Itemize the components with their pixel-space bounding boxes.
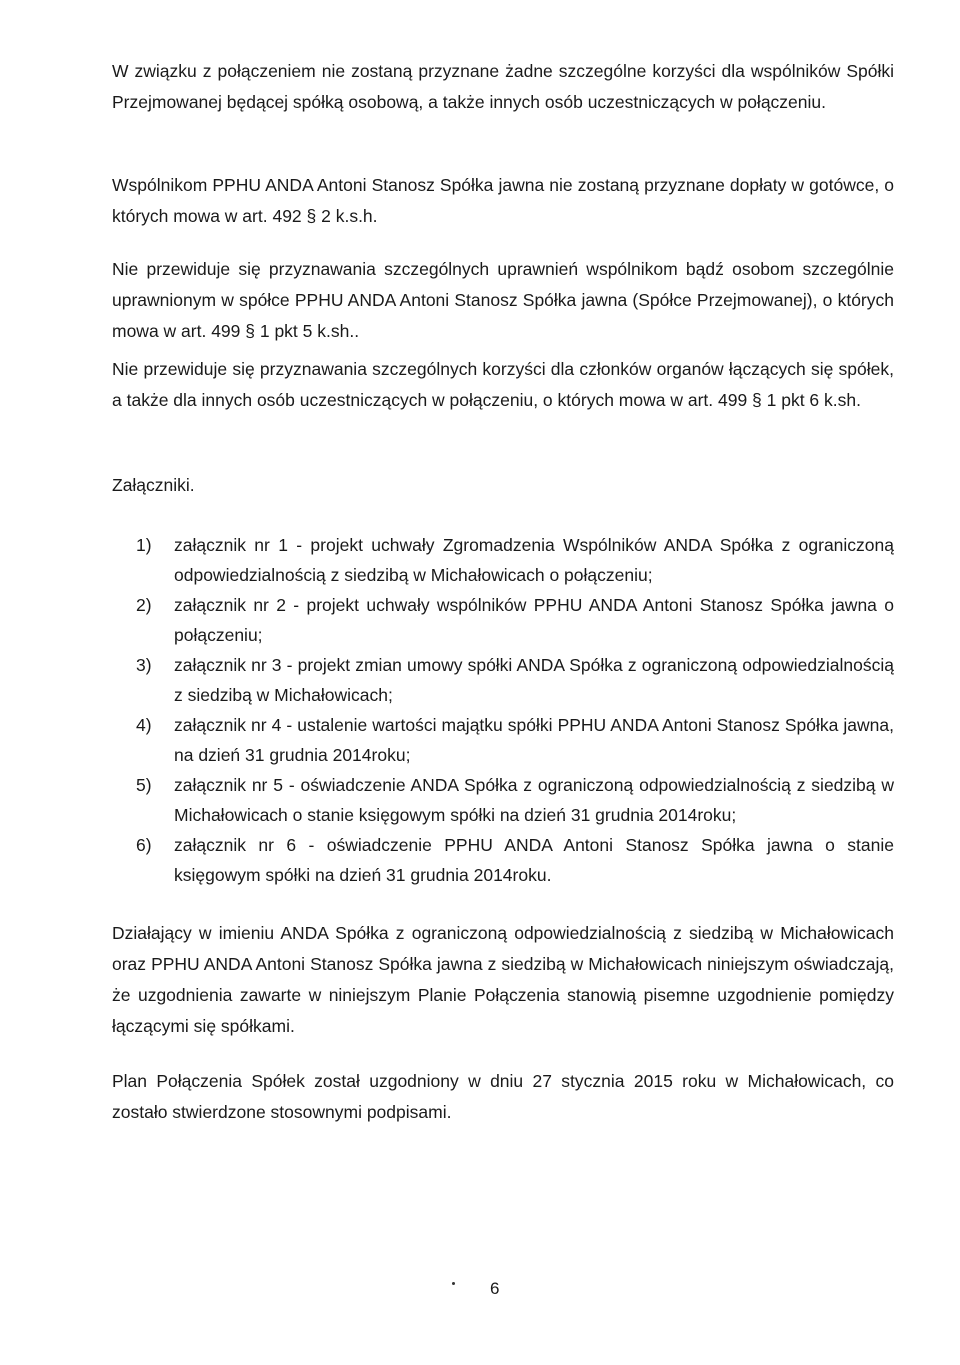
list-item-number: 1) — [136, 535, 152, 555]
list-item-number: 5) — [136, 775, 152, 795]
list-item-number: 2) — [136, 595, 152, 615]
list-item-text: załącznik nr 4 - ustalenie wartości majątku spółki PPHU ANDA Antoni Stanosz Spółka jawna, na dzień 31 grudnia 2014roku; — [174, 715, 894, 765]
list-item-text: załącznik nr 2 - projekt uchwały wspólników PPHU ANDA Antoni Stanosz Spółka jawna o połączeniu; — [174, 595, 894, 645]
list-item — [112, 650, 894, 710]
list-item — [112, 710, 894, 770]
paragraph-no-special-rights: Nie przewiduje się przyznawania szczególnych uprawnień wspólnikom bądź osobom szczególnie uprawnionym w spółce PPHU ANDA Antoni Stanosz Spółka jawna (Spółce Przejmowanej), o których mowa w art. 499 § 1 pkt 5 k.sh.. — [112, 259, 894, 341]
attachments-heading: Załączniki. — [112, 475, 195, 495]
list-item-text: załącznik nr 6 - oświadczenie PPHU ANDA Antoni Stanosz Spółka jawna o stanie księgowym spółki na dzień 31 grudnia 2014roku. — [174, 835, 894, 885]
list-item — [112, 590, 894, 650]
list-item — [112, 770, 894, 830]
paragraph-declaration: Działający w imieniu ANDA Spółka z ograniczoną odpowiedzialnością z siedzibą w Michałowicach oraz PPHU ANDA Antoni Stanosz Spółka jawna z siedzibą w Michałowicach niniejszym oświadczają, że uzgodnienia zawarte w niniejszym Planie Połączenia stanowią pisemne uzgodnienie pomiędzy łączącymi się spółkami. — [112, 923, 894, 1036]
paragraph-no-special-benefits: W związku z połączeniem nie zostaną przyznane żadne szczególne korzyści dla wspólników Spółki Przejmowanej będącej spółką osobową, a także innych osób uczestniczących w połączeniu. — [112, 61, 894, 112]
list-item — [112, 830, 894, 890]
attachments-list — [112, 530, 894, 890]
paragraph-plan-agreed: Plan Połączenia Spółek został uzgodniony w dniu 27 stycznia 2015 roku w Michałowicach, co zostało stwierdzone stosownymi podpisami. — [112, 1071, 894, 1122]
list-item-number: 4) — [136, 715, 152, 735]
list-item-text: załącznik nr 1 - projekt uchwały Zgromadzenia Wspólników ANDA Spółka z ograniczoną odpowiedzialnością z siedzibą w Michałowicach o połączeniu; — [174, 535, 894, 585]
page-number-dot — [452, 1282, 455, 1285]
paragraph-no-cash-payments: Wspólnikom PPHU ANDA Antoni Stanosz Spółka jawna nie zostaną przyznane dopłaty w gotówce, o których mowa w art. 492 § 2 k.s.h. — [112, 175, 894, 226]
list-item — [112, 530, 894, 590]
list-item-text: załącznik nr 3 - projekt zmian umowy spółki ANDA Spółka z ograniczoną odpowiedzialnością z siedzibą w Michałowicach; — [174, 655, 894, 705]
paragraph-no-benefits-for-organs: Nie przewiduje się przyznawania szczególnych korzyści dla członków organów łączących się spółek, a także dla innych osób uczestniczących w połączeniu, o których mowa w art. 499 § 1 pkt 6 k.sh. — [112, 359, 894, 410]
list-item-number: 6) — [136, 835, 152, 855]
page-number: 6 — [490, 1279, 500, 1298]
list-item-number: 3) — [136, 655, 152, 675]
list-item-text: załącznik nr 5 - oświadczenie ANDA Spółka z ograniczoną odpowiedzialnością z siedzibą w Michałowicach o stanie księgowym spółki na dzień 31 grudnia 2014roku; — [174, 775, 894, 825]
